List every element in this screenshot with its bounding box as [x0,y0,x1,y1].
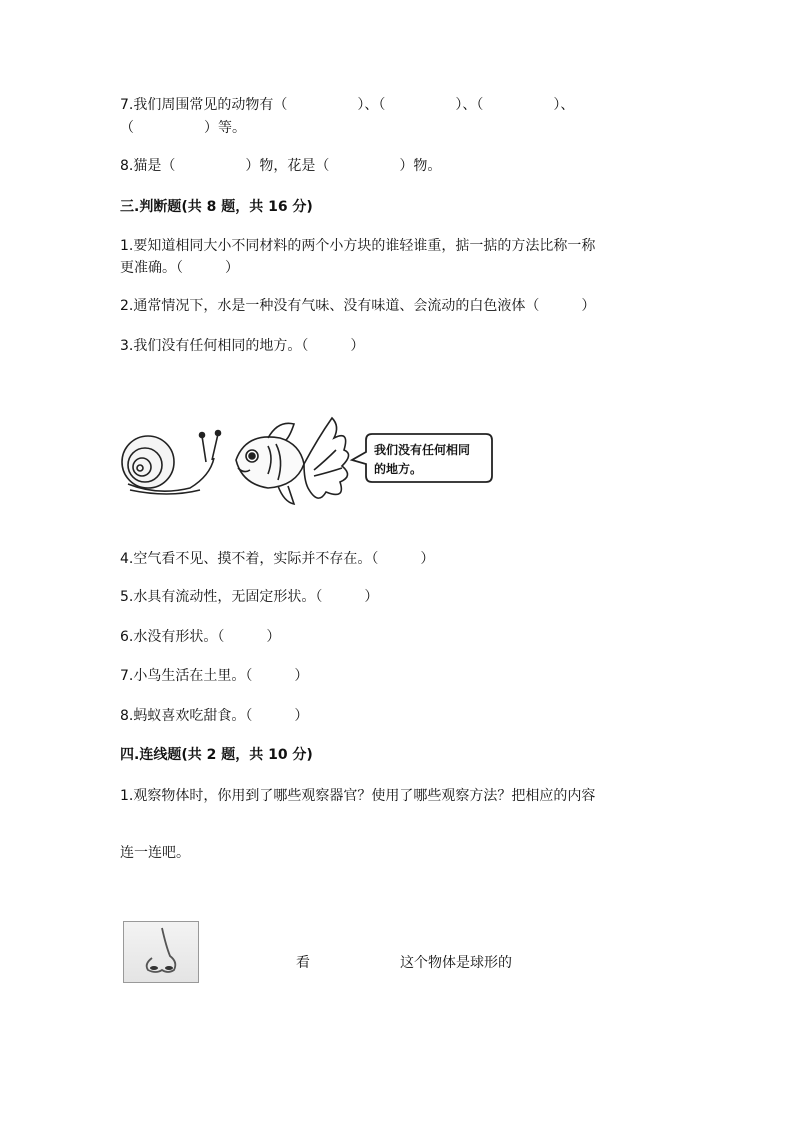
section-4-heading: 四.连线题(共 2 题，共 10 分) [120,747,313,763]
judge-q3: 3.我们没有任何相同的地方。（ ） [120,338,365,354]
judge-q1-line-1: 1.要知道相同大小不同材料的两个小方块的谁轻谁重，掂一掂的方法比称一称 [120,238,596,254]
match-q1-line-2: 连一连吧。 [120,845,190,861]
judge-q5: 5.水具有流动性，无固定形状。（ ） [120,589,379,605]
speech-bubble [352,434,492,482]
section-3-heading: 三.判断题(共 8 题，共 16 分) [120,199,313,215]
nose-image [123,921,199,983]
goldfish-icon [236,418,349,504]
judge-q6: 6.水没有形状。（ ） [120,629,281,645]
speech-text-line-2: 的地方。 [374,462,423,476]
q7-fill-line-1: 7.我们周围常见的动物有（ ）、（ ）、（ ）、 [120,97,575,113]
q8-fill: 8.猫是（ ）物，花是（ ）物。 [120,158,442,174]
judge-q1-line-2: 更准确。（ ） [120,260,239,276]
description-sphere: 这个物体是球形的 [400,955,512,971]
q7-fill-line-2: （ ）等。 [120,120,246,136]
speech-text-line-1: 我们没有任何相同 [374,443,471,457]
judge-q8: 8.蚂蚁喜欢吃甜食。（ ） [120,708,309,724]
nose-icon [124,922,198,982]
match-q1-line-1: 1.观察物体时，你用到了哪些观察器官？使用了哪些观察方法？把相应的内容 [120,788,596,804]
judge-q4: 4.空气看不见、摸不着，实际并不存在。（ ） [120,551,435,567]
snail-fish-illustration [118,410,498,510]
snail-icon [122,431,221,495]
method-look: 看 [296,955,310,971]
judge-q7: 7.小鸟生活在土里。（ ） [120,668,309,684]
judge-q2: 2.通常情况下，水是一种没有气味、没有味道、会流动的白色液体（ ） [120,298,596,314]
